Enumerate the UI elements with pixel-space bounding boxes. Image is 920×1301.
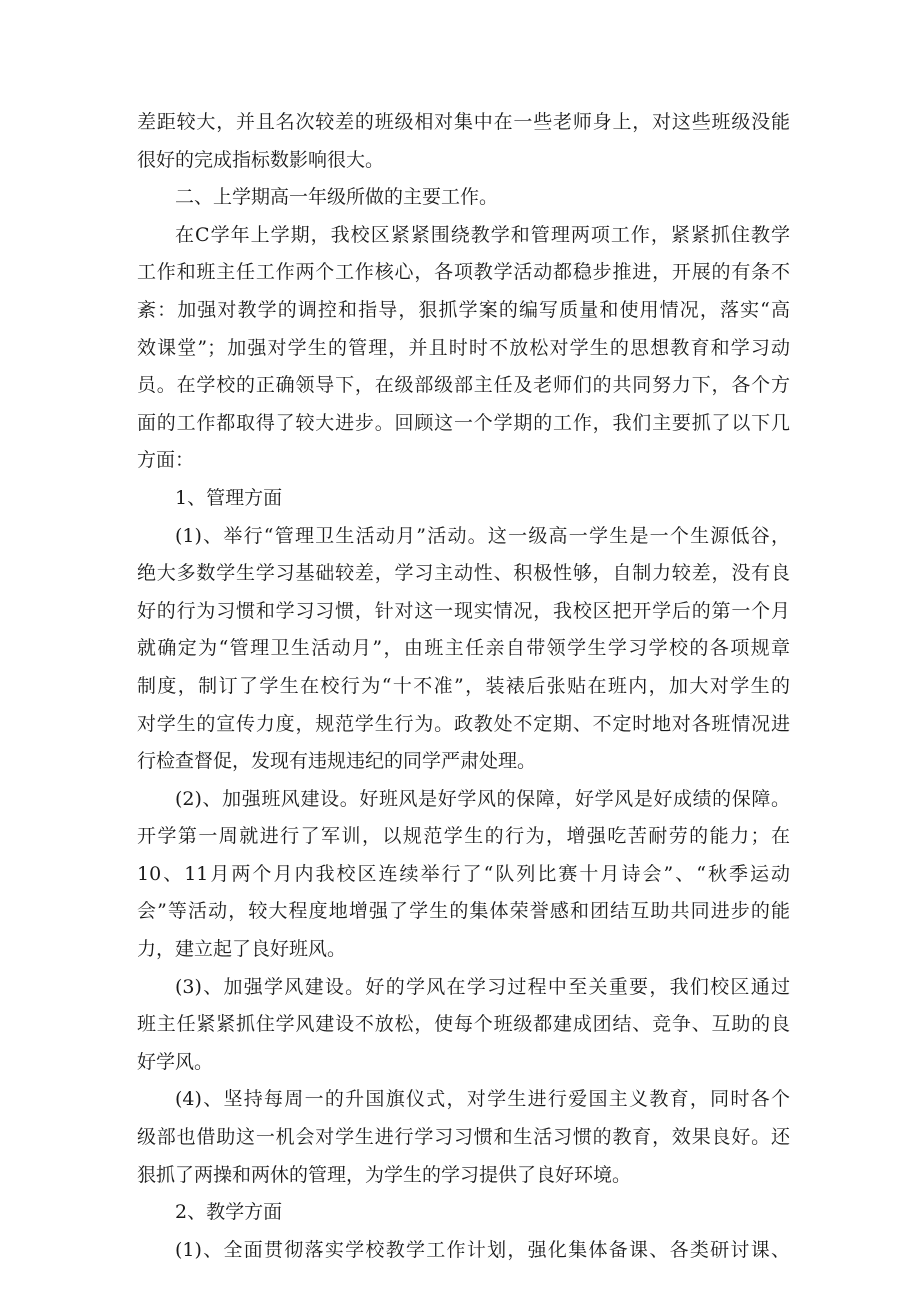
section-heading: 1、管理方面 <box>175 486 283 509</box>
paragraph-line: 行检查督促，发现有违规违纪的同学严肃处理。 <box>137 750 537 773</box>
paragraph-line: 制度，制订了学生在校行为“十不准”，装裱后张贴在班内，加大对学生的 <box>137 674 790 697</box>
section-heading: 二、上学期高一年级所做的主要工作。 <box>175 186 499 209</box>
paragraph-line: 会”等活动，较大程度地增强了学生的集体荣誉感和团结互助共同进步的能 <box>137 900 790 923</box>
paragraph-line: 好学风。 <box>137 1050 214 1073</box>
paragraph-line: 好的行为习惯和学习习惯，针对这一现实情况，我校区把开学后的第一个月 <box>137 599 790 622</box>
section-heading: 2、教学方面 <box>175 1201 283 1224</box>
paragraph-line: (2)、加强班风建设。好班风是好学风的保障，好学风是好成绩的保障。 <box>175 787 790 810</box>
paragraph-line: (4)、坚持每周一的升国旗仪式，对学生进行爱国主义教育，同时各个 <box>175 1088 790 1111</box>
paragraph-line: 差距较大，并且名次较差的班级相对集中在一些老师身上，对这些班级没能 <box>137 111 790 133</box>
paragraph-line: 面的工作都取得了较大进步。回顾这一个学期的工作，我们主要抓了以下几 <box>137 411 790 434</box>
paragraph-line: (1)、举行“管理卫生活动月”活动。这一级高一学生是一个生源低谷， <box>175 524 790 547</box>
paragraph-line: 力，建立起了良好班风。 <box>137 938 347 961</box>
paragraph-line: 班主任紧紧抓住学风建设不放松，使每个班级都建成团结、竞争、互助的良 <box>137 1013 790 1036</box>
paragraph-line: 就确定为“管理卫生活动月”，由班主任亲自带领学生学习学校的各项规章 <box>137 637 790 660</box>
paragraph-line: 很好的完成指标数影响很大。 <box>137 148 385 171</box>
paragraph-line: 级部也借助这一机会对学生进行学习习惯和生活习惯的教育，效果良好。还 <box>137 1126 790 1149</box>
paragraph-line: (3)、加强学风建设。好的学风在学习过程中至关重要，我们校区通过 <box>175 975 790 998</box>
paragraph-line: 狠抓了两操和两休的管理，为学生的学习提供了良好环境。 <box>137 1163 632 1186</box>
paragraph-line: 在C学年上学期，我校区紧紧围绕教学和管理两项工作，紧紧抓住教学 <box>175 223 790 246</box>
paragraph-line: 员。在学校的正确领导下，在级部级部主任及老师们的共同努力下，各个方 <box>137 374 790 397</box>
document-body <box>137 104 790 1269</box>
paragraph-line: 工作和班主任工作两个工作核心，各项教学活动都稳步推进，开展的有条不 <box>137 261 790 284</box>
paragraph-line: 效课堂”；加强对学生的管理，并且时时不放松对学生的思想教育和学习动 <box>137 336 790 359</box>
paragraph-line: (1)、全面贯彻落实学校教学工作计划，强化集体备课、各类研讨课、 <box>175 1238 790 1261</box>
paragraph-line: 方面： <box>137 449 195 472</box>
paragraph-line: 开学第一周就进行了军训，以规范学生的行为，增强吃苦耐劳的能力；在 <box>137 825 790 848</box>
paragraph-line: 10、11月两个月内我校区连续举行了“队列比赛十月诗会”、“秋季运动 <box>137 862 790 885</box>
paragraph-line: 对学生的宣传力度，规范学生行为。政教处不定期、不定时地对各班情况进 <box>137 712 790 735</box>
paragraph-line: 绝大多数学生学习基础较差，学习主动性、积极性够，自制力较差，没有良 <box>137 562 790 585</box>
paragraph-line: 紊：加强对教学的调控和指导，狠抓学案的编写质量和使用情况，落实“高 <box>137 298 790 321</box>
